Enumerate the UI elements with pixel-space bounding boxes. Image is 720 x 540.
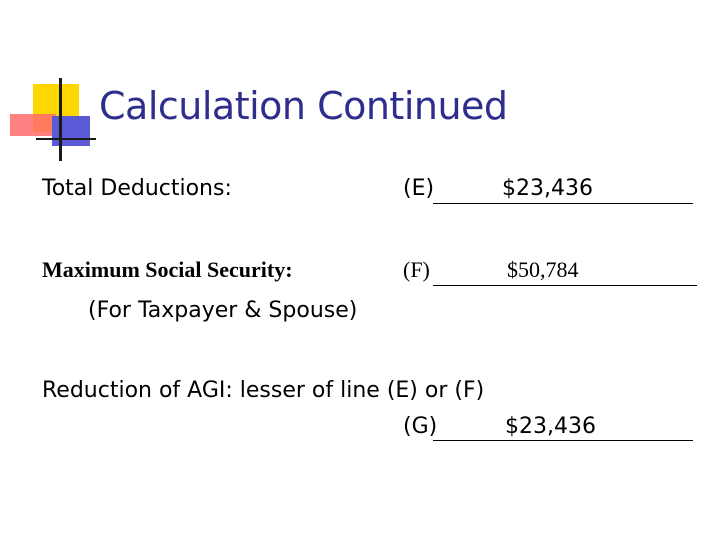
decor-horizontal-line bbox=[36, 138, 96, 140]
line-g-value: $23,436 bbox=[505, 414, 596, 439]
reduction-of-agi-label: Reduction of AGI: lesser of line (E) or (F) bbox=[42, 378, 485, 403]
decor-vertical-line bbox=[59, 78, 62, 161]
total-deductions-label: Total Deductions: bbox=[42, 176, 232, 201]
line-g-underline bbox=[433, 440, 693, 441]
line-e-label: (E) bbox=[403, 176, 435, 201]
decor-red-bar bbox=[10, 114, 56, 136]
decor-blue-square bbox=[52, 116, 90, 146]
line-f-label: (F) bbox=[403, 257, 430, 282]
max-social-security-label: Maximum Social Security: bbox=[42, 257, 293, 282]
line-e-underline bbox=[433, 203, 693, 204]
max-social-security-note: (For Taxpayer & Spouse) bbox=[88, 298, 358, 323]
slide-title: Calculation Continued bbox=[99, 84, 508, 128]
line-e-value: $23,436 bbox=[502, 176, 593, 201]
line-g-label: (G) bbox=[403, 414, 438, 439]
line-f-underline bbox=[433, 285, 697, 286]
line-f-value: $50,784 bbox=[507, 257, 579, 282]
